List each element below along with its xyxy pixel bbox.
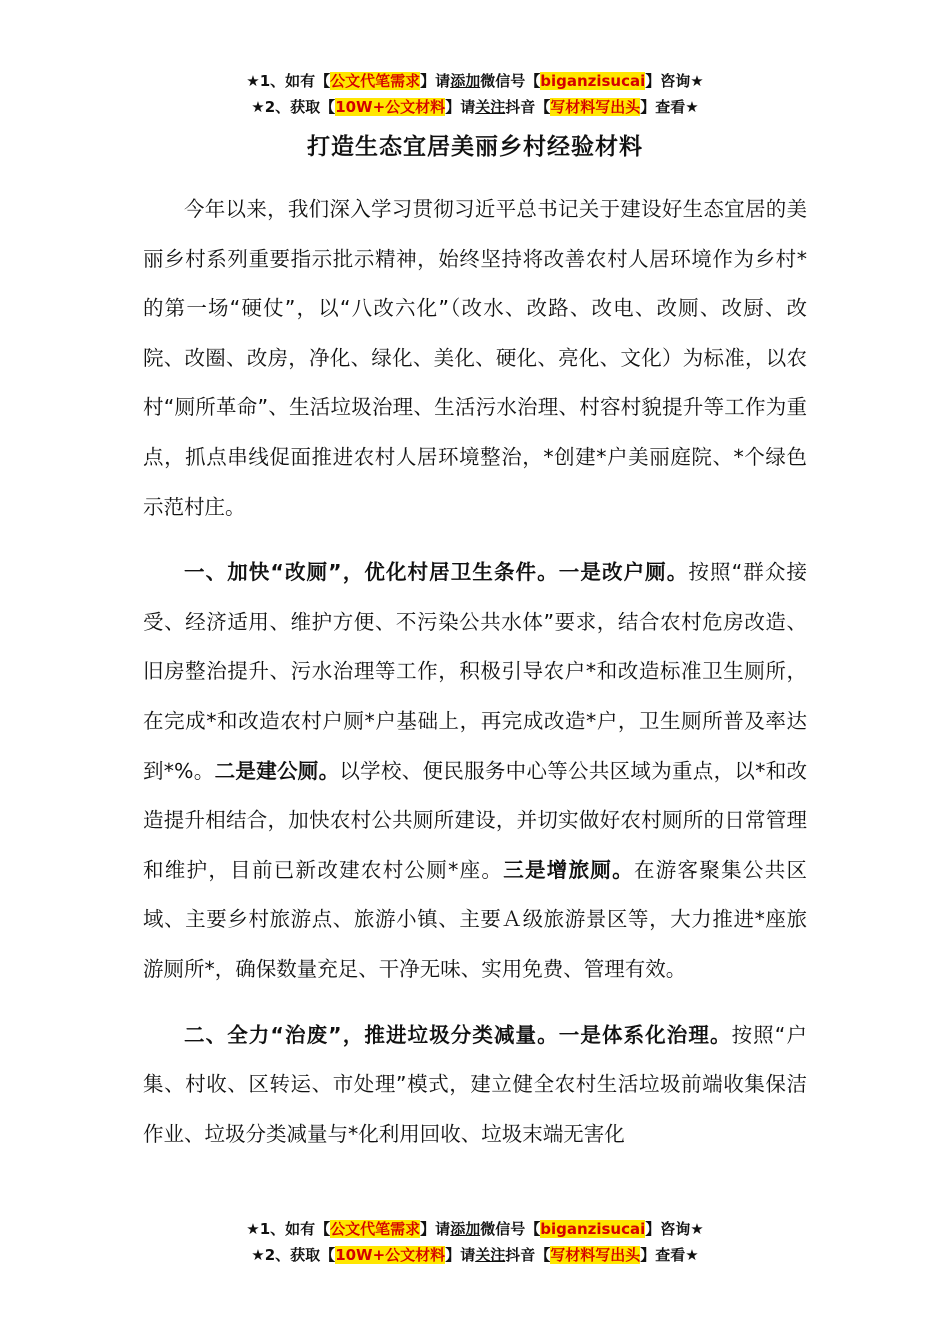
banner-text: 抖音【 [505, 98, 551, 116]
subpoint-heading: 三是增旅厕。 [503, 857, 634, 882]
banner-underline: 关注 [475, 98, 506, 116]
banner-text: 】请 [420, 72, 451, 90]
subpoint-heading: 二是建公厕。 [214, 758, 340, 783]
subpoint-text: 按照“户集、村收、区转运、市处理”模式，建立健全农村生活垃圾前端收集保洁作业、垃圾分类减量与*化利用回收、垃圾末端无害化 [143, 1022, 808, 1146]
section-heading: 二、全力“治废”，推进垃圾分类减量。 [184, 1022, 559, 1047]
banner-line-2 [0, 1242, 950, 1268]
banner-highlight: 公文代笔需求 [330, 1220, 421, 1238]
section-1-paragraph [143, 548, 807, 994]
banner-text: 】请 [420, 1220, 451, 1238]
banner-text: ★1、如有【 [246, 72, 331, 90]
banner-underline: 添加 [450, 72, 481, 90]
intro-paragraph: 今年以来，我们深入学习贯彻习近平总书记关于建设好生态宜居的美丽乡村系列重要指示批示精神，始终坚持将改善农村人居环境作为乡村*的第一场“硬仗”，以“八改六化”（改水、改路、改电、改厕、改厨、改院、改圈、改房，净化、绿化、美化、硬化、亮化、文化）为标准，以农村“厕所革命”、生活垃圾治理、生活污水治理、村容村貌提升等工作为重点，抓点串线促面推进农村人居环境整治，*创建*户美丽庭院、*个绿色示范村庄。 [143, 197, 807, 519]
banner-text: ★2、获取【 [251, 1246, 336, 1264]
banner-highlight: 公文代笔需求 [330, 72, 421, 90]
banner-text: 】查看★ [640, 1246, 699, 1264]
banner-line-1 [0, 1216, 950, 1242]
banner-highlight: 写材料写出头 [550, 1246, 641, 1264]
banner-text: 】咨询★ [645, 1220, 704, 1238]
top-banner [0, 68, 950, 120]
banner-underline: 添加 [450, 1220, 481, 1238]
banner-line-2 [0, 94, 950, 120]
banner-text: 】请 [445, 1246, 476, 1264]
banner-text: 】请 [445, 98, 476, 116]
banner-highlight: 10W+公文材料 [335, 1246, 446, 1264]
banner-highlight: 写材料写出头 [550, 98, 641, 116]
banner-text: 】咨询★ [645, 72, 704, 90]
banner-text: ★2、获取【 [251, 98, 336, 116]
banner-text: 微信号【 [480, 1220, 541, 1238]
subpoint-text: 以学校、便民服务中心等公共区域为重点，以*和改造提升相结合，加快农村公共厕所建设，并切实做好农村厕所的日常管理和维护，目前已新改建农村公厕*座。 [143, 758, 808, 882]
subpoint-heading: 一是体系化治理。 [558, 1022, 732, 1047]
banner-line-1 [0, 68, 950, 94]
banner-text: 微信号【 [480, 72, 541, 90]
banner-highlight: biganzisucai [540, 72, 646, 90]
banner-text: ★1、如有【 [246, 1220, 331, 1238]
banner-highlight: 10W+公文材料 [335, 98, 446, 116]
document-body [143, 185, 807, 1159]
banner-text: 抖音【 [505, 1246, 551, 1264]
banner-highlight: biganzisucai [540, 1220, 646, 1238]
subpoint-text: 在游客聚集公共区域、主要乡村旅游点、旅游小镇、主要Ａ级旅游景区等，大力推进*座旅游厕所*，确保数量充足、干净无味、实用免费、管理有效。 [143, 857, 808, 981]
subpoint-text: 按照“群众接受、经济适用、维护方便、不污染公共水体”要求，结合农村危房改造、旧房整治提升、污水治理等工作，积极引导农户*和改造标准卫生厕所，在完成*和改造农村户厕*户基础上，再完成改造*户，卫生厕所普及率达到*%。 [143, 560, 807, 783]
bottom-banner [0, 1216, 950, 1268]
page-title: 打造生态宜居美丽乡村经验材料 [307, 134, 643, 160]
banner-text: 】查看★ [640, 98, 699, 116]
section-2-paragraph [143, 1011, 807, 1160]
section-heading: 一、加快“改厕”，优化村居卫生条件。 [184, 560, 559, 585]
banner-underline: 关注 [475, 1246, 506, 1264]
subpoint-heading: 一是改户厕。 [558, 560, 689, 585]
